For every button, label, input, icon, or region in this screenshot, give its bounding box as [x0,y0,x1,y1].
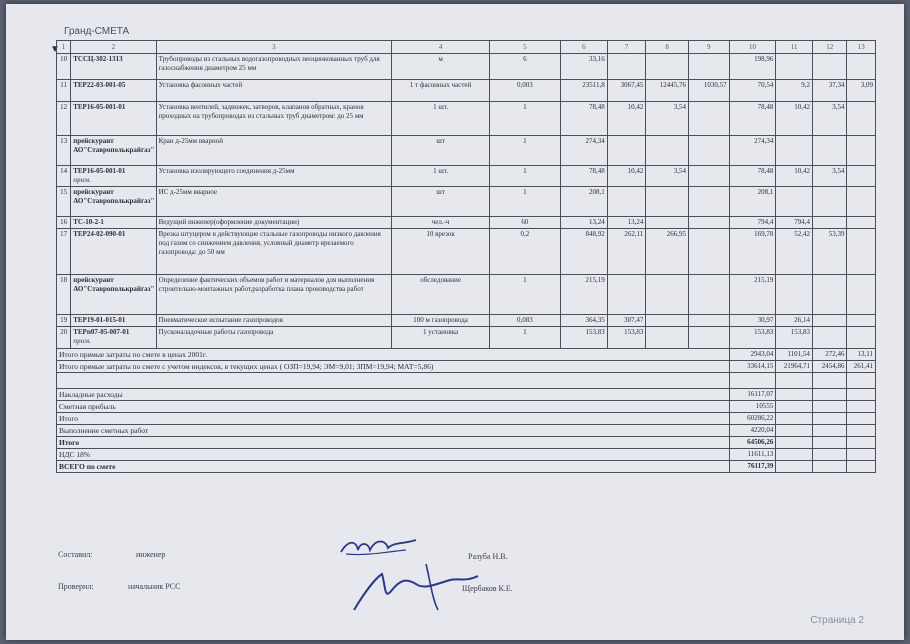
cost-c7 [607,187,646,217]
cost-c11: 9,2 [776,80,813,102]
cost-c6: 23511,8 [560,80,607,102]
unit: 100 м газопровода [392,315,490,327]
cost-c13: 3,09 [847,80,876,102]
estimate-row [57,217,876,229]
estimate-row [57,166,876,187]
cost-c10: 70,54 [729,80,776,102]
cost-c6: 78,48 [560,166,607,187]
totals-row [57,349,876,361]
work-name: ИС д-25мм вварное [156,187,392,217]
totals-row [57,461,876,473]
cost-c9 [688,229,729,275]
totals-c12 [812,437,847,449]
totals-c11 [776,401,813,413]
totals-label: Сметная прибыль [57,401,730,413]
cost-c6: 274,34 [560,136,607,166]
cost-c6: 153,83 [560,327,607,349]
quantity: 60 [489,217,560,229]
cost-c10: 215,19 [729,275,776,315]
estimate-table [56,40,876,473]
cost-c10: 78,48 [729,166,776,187]
totals-label: Выполнение сметных работ [57,425,730,437]
totals-label [57,373,730,389]
column-number: 13 [847,41,876,54]
cost-c9 [688,327,729,349]
cost-c7: 3067,45 [607,80,646,102]
totals-c13 [847,425,876,437]
cost-c8 [646,187,689,217]
totals-c13 [847,389,876,401]
cost-c12 [812,187,847,217]
totals-c11: 21964,71 [776,361,813,373]
rate-code-note: прим. [73,176,92,184]
work-name: Ведущий инженер(оформление документации) [156,217,392,229]
cost-c13 [847,187,876,217]
estimate-row [57,136,876,166]
totals-label: Итого [57,437,730,449]
signature-image [336,532,426,562]
cost-c10: 153,83 [729,327,776,349]
work-name: Установка изолирующего соединения д-25мм [156,166,392,187]
totals-c13 [847,449,876,461]
cost-c7: 262,11 [607,229,646,275]
totals-c10: 16117,07 [729,389,776,401]
cost-c12 [812,327,847,349]
cost-c11 [776,136,813,166]
totals-c13 [847,461,876,473]
cost-c11: 10,42 [776,166,813,187]
unit: 10 врезок [392,229,490,275]
cost-c12 [812,217,847,229]
rate-code [71,315,156,327]
work-name: Трубопроводы из стальных водогазопроводных неоцинкованных труб для газоснабжения диаметром 25 мм [156,54,392,80]
cost-c7: 307,47 [607,315,646,327]
unit: чел.-ч [392,217,490,229]
work-name: Пневматическое испытание газопроводов [156,315,392,327]
column-number: 8 [646,41,689,54]
row-number: 19 [57,315,71,327]
totals-c10: 10555 [729,401,776,413]
checked-name: Щербаков К.Е. [462,584,513,593]
cost-c9 [688,136,729,166]
totals-row [57,425,876,437]
quantity: 1 [489,187,560,217]
cost-c9 [688,217,729,229]
checked-label: Проверил: [58,582,94,591]
cost-c8: 3,54 [646,102,689,136]
cost-c10: 198,96 [729,54,776,80]
rate-code [71,166,156,187]
totals-c12 [812,425,847,437]
quantity: 1 [489,102,560,136]
quantity: 1 [489,275,560,315]
rate-code [71,136,156,166]
row-number: 17 [57,229,71,275]
work-name: Врезка штуцером в действующие стальные газопроводы низкого давления под газом со снижением давления, условный диаметр врезаемого газопровода: до 50 мм [156,229,392,275]
row-number: 20 [57,327,71,349]
estimate-row [57,327,876,349]
quantity: 1 [489,136,560,166]
totals-c12 [812,413,847,425]
cost-c6: 13,24 [560,217,607,229]
totals-c11 [776,449,813,461]
totals-row [57,413,876,425]
cost-c12: 3,54 [812,166,847,187]
cost-c7: 10,42 [607,166,646,187]
signature-image [346,560,486,616]
totals-c12 [812,401,847,413]
rate-code-text: ТЕР22-03-001-05 [73,81,126,89]
totals-row [57,437,876,449]
row-number: 12 [57,102,71,136]
cost-c7: 13,24 [607,217,646,229]
cost-c10: 78,48 [729,102,776,136]
column-number: 4 [392,41,490,54]
cost-c13 [847,136,876,166]
cost-c11: 10,42 [776,102,813,136]
cost-c8 [646,275,689,315]
column-numbers-row [57,41,876,54]
cost-c11 [776,54,813,80]
totals-c13 [847,437,876,449]
totals-label: ВСЕГО по смете [57,461,730,473]
totals-label: Накладные расходы [57,389,730,401]
work-name: Кран д-25мм вварной [156,136,392,166]
totals-row [57,449,876,461]
cost-c9: 1030,57 [688,80,729,102]
estimate-row [57,187,876,217]
totals-row [57,373,876,389]
rate-code-text: ТССЦ-302-1313 [73,55,123,63]
cost-c13 [847,54,876,80]
work-name: Установка фасонных частей [156,80,392,102]
cost-c11: 26,14 [776,315,813,327]
unit: 1 шт. [392,166,490,187]
row-number: 11 [57,80,71,102]
quantity: 1 [489,166,560,187]
cost-c12: 37,34 [812,80,847,102]
rate-code-text: ТЕР24-02-090-01 [73,230,126,238]
rate-code-text: прейскурант АО"Ставрополькрайгаз" [73,137,155,154]
rate-code [71,229,156,275]
quantity: 0,2 [489,229,560,275]
cost-c13 [847,166,876,187]
cost-c7: 10,42 [607,102,646,136]
cost-c8 [646,136,689,166]
row-number: 15 [57,187,71,217]
cost-c8 [646,217,689,229]
cost-c13 [847,315,876,327]
column-number: 2 [71,41,156,54]
compiled-role: инженер [136,550,166,559]
cost-c12 [812,315,847,327]
rate-code-text: прейскурант АО"Ставрополькрайгаз" [73,188,155,205]
totals-c12 [812,373,847,389]
unit: обследование [392,275,490,315]
cost-c9 [688,315,729,327]
app-header: Гранд-СМЕТА [64,26,130,37]
cost-c8: 266,95 [646,229,689,275]
cost-c13 [847,229,876,275]
cost-c9 [688,54,729,80]
totals-label: Итого [57,413,730,425]
totals-c12: 272,46 [812,349,847,361]
rate-code-text: ТЕРп07-05-007-01 [73,328,130,336]
cost-c6: 848,92 [560,229,607,275]
totals-c10: 60286,22 [729,413,776,425]
column-number: 3 [156,41,392,54]
totals-c13 [847,401,876,413]
totals-c12: 2454,86 [812,361,847,373]
cost-c9 [688,275,729,315]
quantity: 1 [489,327,560,349]
estimate-row [57,54,876,80]
totals-c13 [847,413,876,425]
cost-c10: 30,97 [729,315,776,327]
totals-c10: 76117,39 [729,461,776,473]
row-marker-icon: ▼ [50,44,60,55]
row-number: 16 [57,217,71,229]
column-number: 10 [729,41,776,54]
cost-c7: 153,83 [607,327,646,349]
cost-c10: 794,4 [729,217,776,229]
totals-row [57,389,876,401]
work-name: Определение фактических объемов работ и материалов для выполнения строительно-монтажных работ,разработка плана производства работ [156,275,392,315]
unit: шт [392,136,490,166]
totals-c13: 261,41 [847,361,876,373]
rate-code [71,275,156,315]
column-number: 9 [688,41,729,54]
quantity: 0,083 [489,315,560,327]
totals-c13 [847,373,876,389]
cost-c11: 153,83 [776,327,813,349]
row-number: 10 [57,54,71,80]
row-number: 18 [57,275,71,315]
cost-c12 [812,54,847,80]
cost-c10: 169,78 [729,229,776,275]
rate-code-text: ТЕР16-05-001-01 [73,167,126,175]
cost-c12: 53,39 [812,229,847,275]
cost-c8: 12445,76 [646,80,689,102]
column-number: 7 [607,41,646,54]
cost-c10: 274,34 [729,136,776,166]
totals-c11 [776,461,813,473]
totals-c11 [776,413,813,425]
totals-c11 [776,373,813,389]
page-footer: Страница 2 [810,615,864,626]
rate-code-note: прим. [73,337,92,345]
totals-c10: 11611,13 [729,449,776,461]
work-name: Установка вентилей, задвижек, затворов, клапанов обратных, кранов проходных на трубопроводах из стальных труб диаметром: до 25 мм [156,102,392,136]
totals-c10: 33614,15 [729,361,776,373]
cost-c6: 33,16 [560,54,607,80]
cost-c9 [688,166,729,187]
rate-code [71,187,156,217]
cost-c11: 794,4 [776,217,813,229]
unit: м [392,54,490,80]
unit: 1 т фасонных частей [392,80,490,102]
cost-c6: 78,48 [560,102,607,136]
column-number: 1 [57,41,71,54]
totals-c10 [729,373,776,389]
checked-role: начальник РСС [128,582,181,591]
compiled-name: Разуба Н.В. [468,552,508,561]
cost-c12: 3,54 [812,102,847,136]
cost-c8: 3,54 [646,166,689,187]
rate-code-text: прейскурант АО"Ставрополькрайгаз" [73,276,155,293]
cost-c12 [812,275,847,315]
document-sheet [6,4,904,640]
cost-c6: 364,35 [560,315,607,327]
work-name: Пусконаладочные работы газопровода [156,327,392,349]
compiled-label: Составил: [58,550,93,559]
rate-code [71,80,156,102]
totals-label: НДС 18% [57,449,730,461]
estimate-row [57,80,876,102]
totals-row [57,361,876,373]
row-number: 14 [57,166,71,187]
cost-c9 [688,187,729,217]
cost-c13 [847,102,876,136]
totals-c10: 4220,04 [729,425,776,437]
column-number: 6 [560,41,607,54]
cost-c10: 208,1 [729,187,776,217]
rate-code [71,102,156,136]
cost-c8 [646,54,689,80]
rate-code [71,217,156,229]
totals-c10: 2943,04 [729,349,776,361]
rate-code-text: ТЕР16-05-001-01 [73,103,126,111]
cost-c9 [688,102,729,136]
cost-c6: 208,1 [560,187,607,217]
estimate-row [57,315,876,327]
column-number: 12 [812,41,847,54]
cost-c8 [646,327,689,349]
totals-label: Итого прямые затраты по смете в ценах 2001г. [57,349,730,361]
cost-c13 [847,327,876,349]
row-number: 13 [57,136,71,166]
cost-c7 [607,54,646,80]
totals-c12 [812,389,847,401]
column-number: 11 [776,41,813,54]
quantity: 0,003 [489,80,560,102]
unit: 1 установка [392,327,490,349]
cost-c11 [776,275,813,315]
totals-label: Итого прямые затраты по смете с учетом индексов, в текущих ценах ( ОЗП=19,94; ЭМ=9,01; ЗПМ=19,94; МАТ=5,86) [57,361,730,373]
totals-c13: 13,11 [847,349,876,361]
totals-c12 [812,449,847,461]
totals-c11: 1101,54 [776,349,813,361]
totals-c11 [776,437,813,449]
rate-code [71,54,156,80]
rate-code-text: ТС-10-2-1 [73,218,104,226]
cost-c11 [776,187,813,217]
unit: 1 шт. [392,102,490,136]
totals-row [57,401,876,413]
cost-c8 [646,315,689,327]
totals-c12 [812,461,847,473]
cost-c11: 52,42 [776,229,813,275]
cost-c13 [847,275,876,315]
rate-code-text: ТЕР19-01-015-01 [73,316,126,324]
column-number: 5 [489,41,560,54]
estimate-row [57,275,876,315]
cost-c13 [847,217,876,229]
cost-c7 [607,136,646,166]
estimate-row [57,229,876,275]
unit: шт [392,187,490,217]
totals-c11 [776,425,813,437]
cost-c12 [812,136,847,166]
quantity: 6 [489,54,560,80]
cost-c6: 215,19 [560,275,607,315]
estimate-row [57,102,876,136]
rate-code [71,327,156,349]
totals-c11 [776,389,813,401]
totals-c10: 64506,26 [729,437,776,449]
cost-c7 [607,275,646,315]
